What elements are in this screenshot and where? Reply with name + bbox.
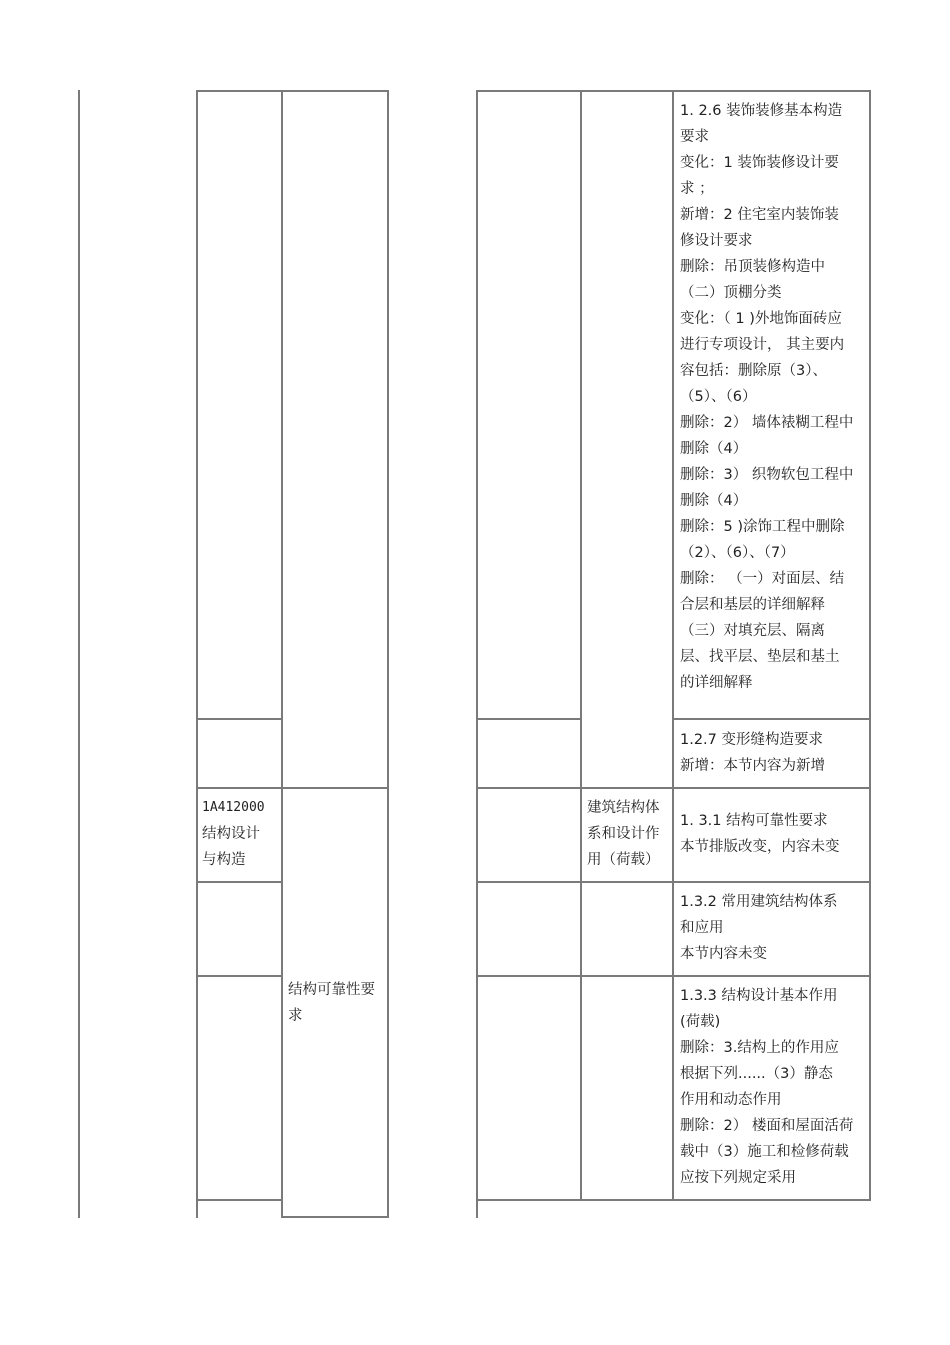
grid-line bbox=[476, 718, 582, 720]
text-line: 结构可靠性要 bbox=[288, 982, 375, 998]
text-line: 变化：1 装饰装修设计要 bbox=[680, 155, 839, 171]
text-line: 删除（4） bbox=[680, 441, 748, 457]
grid-line bbox=[476, 90, 478, 1218]
text-line: （2）、（6）、（7） bbox=[680, 545, 795, 561]
text-line: 与构造 bbox=[202, 852, 246, 868]
grid-line bbox=[281, 1216, 389, 1218]
cell-section-1-2-6 bbox=[680, 98, 853, 696]
text-line: 删除：2） 墙体裱糊工程中 bbox=[680, 415, 854, 431]
grid-line bbox=[476, 881, 582, 883]
text-line: 新增：本节内容为新增 bbox=[680, 758, 825, 774]
text-line: 进行专项设计， 其主要内 bbox=[680, 337, 845, 353]
text-line: 删除：5 )涂饰工程中删除 bbox=[680, 519, 845, 535]
cell-new-chapter bbox=[587, 795, 660, 873]
cell-section-1-2-7 bbox=[680, 727, 825, 779]
text-line: 合层和基层的详细解释 bbox=[680, 597, 825, 613]
text-line: 1A412000 bbox=[202, 800, 265, 815]
text-line: 修设计要求 bbox=[680, 233, 753, 249]
text-line: （5）、（6） bbox=[680, 389, 757, 405]
text-line: 1. 2.6 装饰装修基本构造 bbox=[680, 103, 843, 119]
grid-line bbox=[476, 787, 582, 789]
text-line: （二）顶棚分类 bbox=[680, 285, 782, 301]
text-line: 建筑结构体 bbox=[587, 800, 660, 816]
text-line: 层、找平层、垫层和基土 bbox=[680, 649, 840, 665]
text-line: 删除： （一）对面层、结 bbox=[680, 571, 845, 587]
cell-section-1-3-2 bbox=[680, 889, 838, 967]
grid-line bbox=[476, 90, 582, 92]
grid-line bbox=[281, 90, 283, 1218]
grid-line bbox=[580, 975, 871, 977]
text-line: 的详细解释 bbox=[680, 675, 753, 691]
text-line: 删除：2） 楼面和屋面活荷 bbox=[680, 1118, 854, 1134]
grid-line bbox=[196, 1199, 283, 1201]
text-line: 本节内容未变 bbox=[680, 946, 767, 962]
text-line: 载中（3）施工和检修荷载 bbox=[680, 1144, 849, 1160]
grid-line bbox=[196, 975, 283, 977]
text-line: 系和设计作 bbox=[587, 826, 660, 842]
text-line: 根据下列......（3）静态 bbox=[680, 1066, 833, 1082]
text-line: 1.3.3 结构设计基本作用 bbox=[680, 988, 838, 1004]
text-line: 1.2.7 变形缝构造要求 bbox=[680, 732, 824, 748]
text-line: 和应用 bbox=[680, 920, 724, 936]
text-line: 要求 bbox=[680, 129, 709, 145]
grid-line bbox=[387, 90, 389, 1218]
text-line: 结构设计 bbox=[202, 826, 260, 842]
grid-line bbox=[196, 90, 198, 1218]
text-line: 用（荷载） bbox=[587, 852, 660, 868]
grid-line bbox=[196, 718, 283, 720]
cell-old-chapter bbox=[202, 795, 265, 873]
text-line: （三）对填充层、隔离 bbox=[680, 623, 825, 639]
grid-line bbox=[580, 787, 871, 789]
grid-line bbox=[281, 787, 389, 789]
text-line: 删除（4） bbox=[680, 493, 748, 509]
text-line: 求 bbox=[288, 1008, 303, 1024]
text-line: 应按下列规定采用 bbox=[680, 1170, 796, 1186]
grid-line bbox=[476, 975, 582, 977]
text-line: 变化：（ 1 )外地饰面砖应 bbox=[680, 311, 842, 327]
grid-line bbox=[476, 1199, 582, 1201]
cell-section-1-3-3 bbox=[680, 983, 853, 1191]
grid-line bbox=[78, 90, 80, 1218]
text-line: 求 ； bbox=[680, 181, 714, 197]
grid-line bbox=[580, 90, 871, 92]
grid-line bbox=[196, 787, 283, 789]
grid-line bbox=[580, 90, 582, 1201]
cell-section-1-3-1 bbox=[680, 808, 840, 860]
grid-line bbox=[672, 718, 871, 720]
grid-line bbox=[672, 90, 674, 1201]
text-line: 本节排版改变，内容未变 bbox=[680, 839, 840, 855]
grid-line bbox=[281, 90, 389, 92]
text-line: 删除：3） 织物软包工程中 bbox=[680, 467, 854, 483]
grid-line bbox=[196, 90, 283, 92]
text-line: 1. 3.1 结构可靠性要求 bbox=[680, 813, 828, 829]
text-line: (荷载) bbox=[680, 1014, 721, 1030]
grid-line bbox=[869, 90, 871, 1201]
grid-line bbox=[580, 881, 871, 883]
text-line: 1.3.2 常用建筑结构体系 bbox=[680, 894, 838, 910]
grid-line bbox=[580, 1199, 871, 1201]
text-line: 删除：吊顶装修构造中 bbox=[680, 259, 825, 275]
text-line: 作用和动态作用 bbox=[680, 1092, 782, 1108]
text-line: 容包括：删除原（3）、 bbox=[680, 363, 827, 379]
cell-old-section bbox=[288, 977, 375, 1029]
text-line: 新增：2 住宅室内装饰装 bbox=[680, 207, 839, 223]
text-line: 删除：3.结构上的作用应 bbox=[680, 1040, 839, 1056]
grid-line bbox=[196, 881, 283, 883]
